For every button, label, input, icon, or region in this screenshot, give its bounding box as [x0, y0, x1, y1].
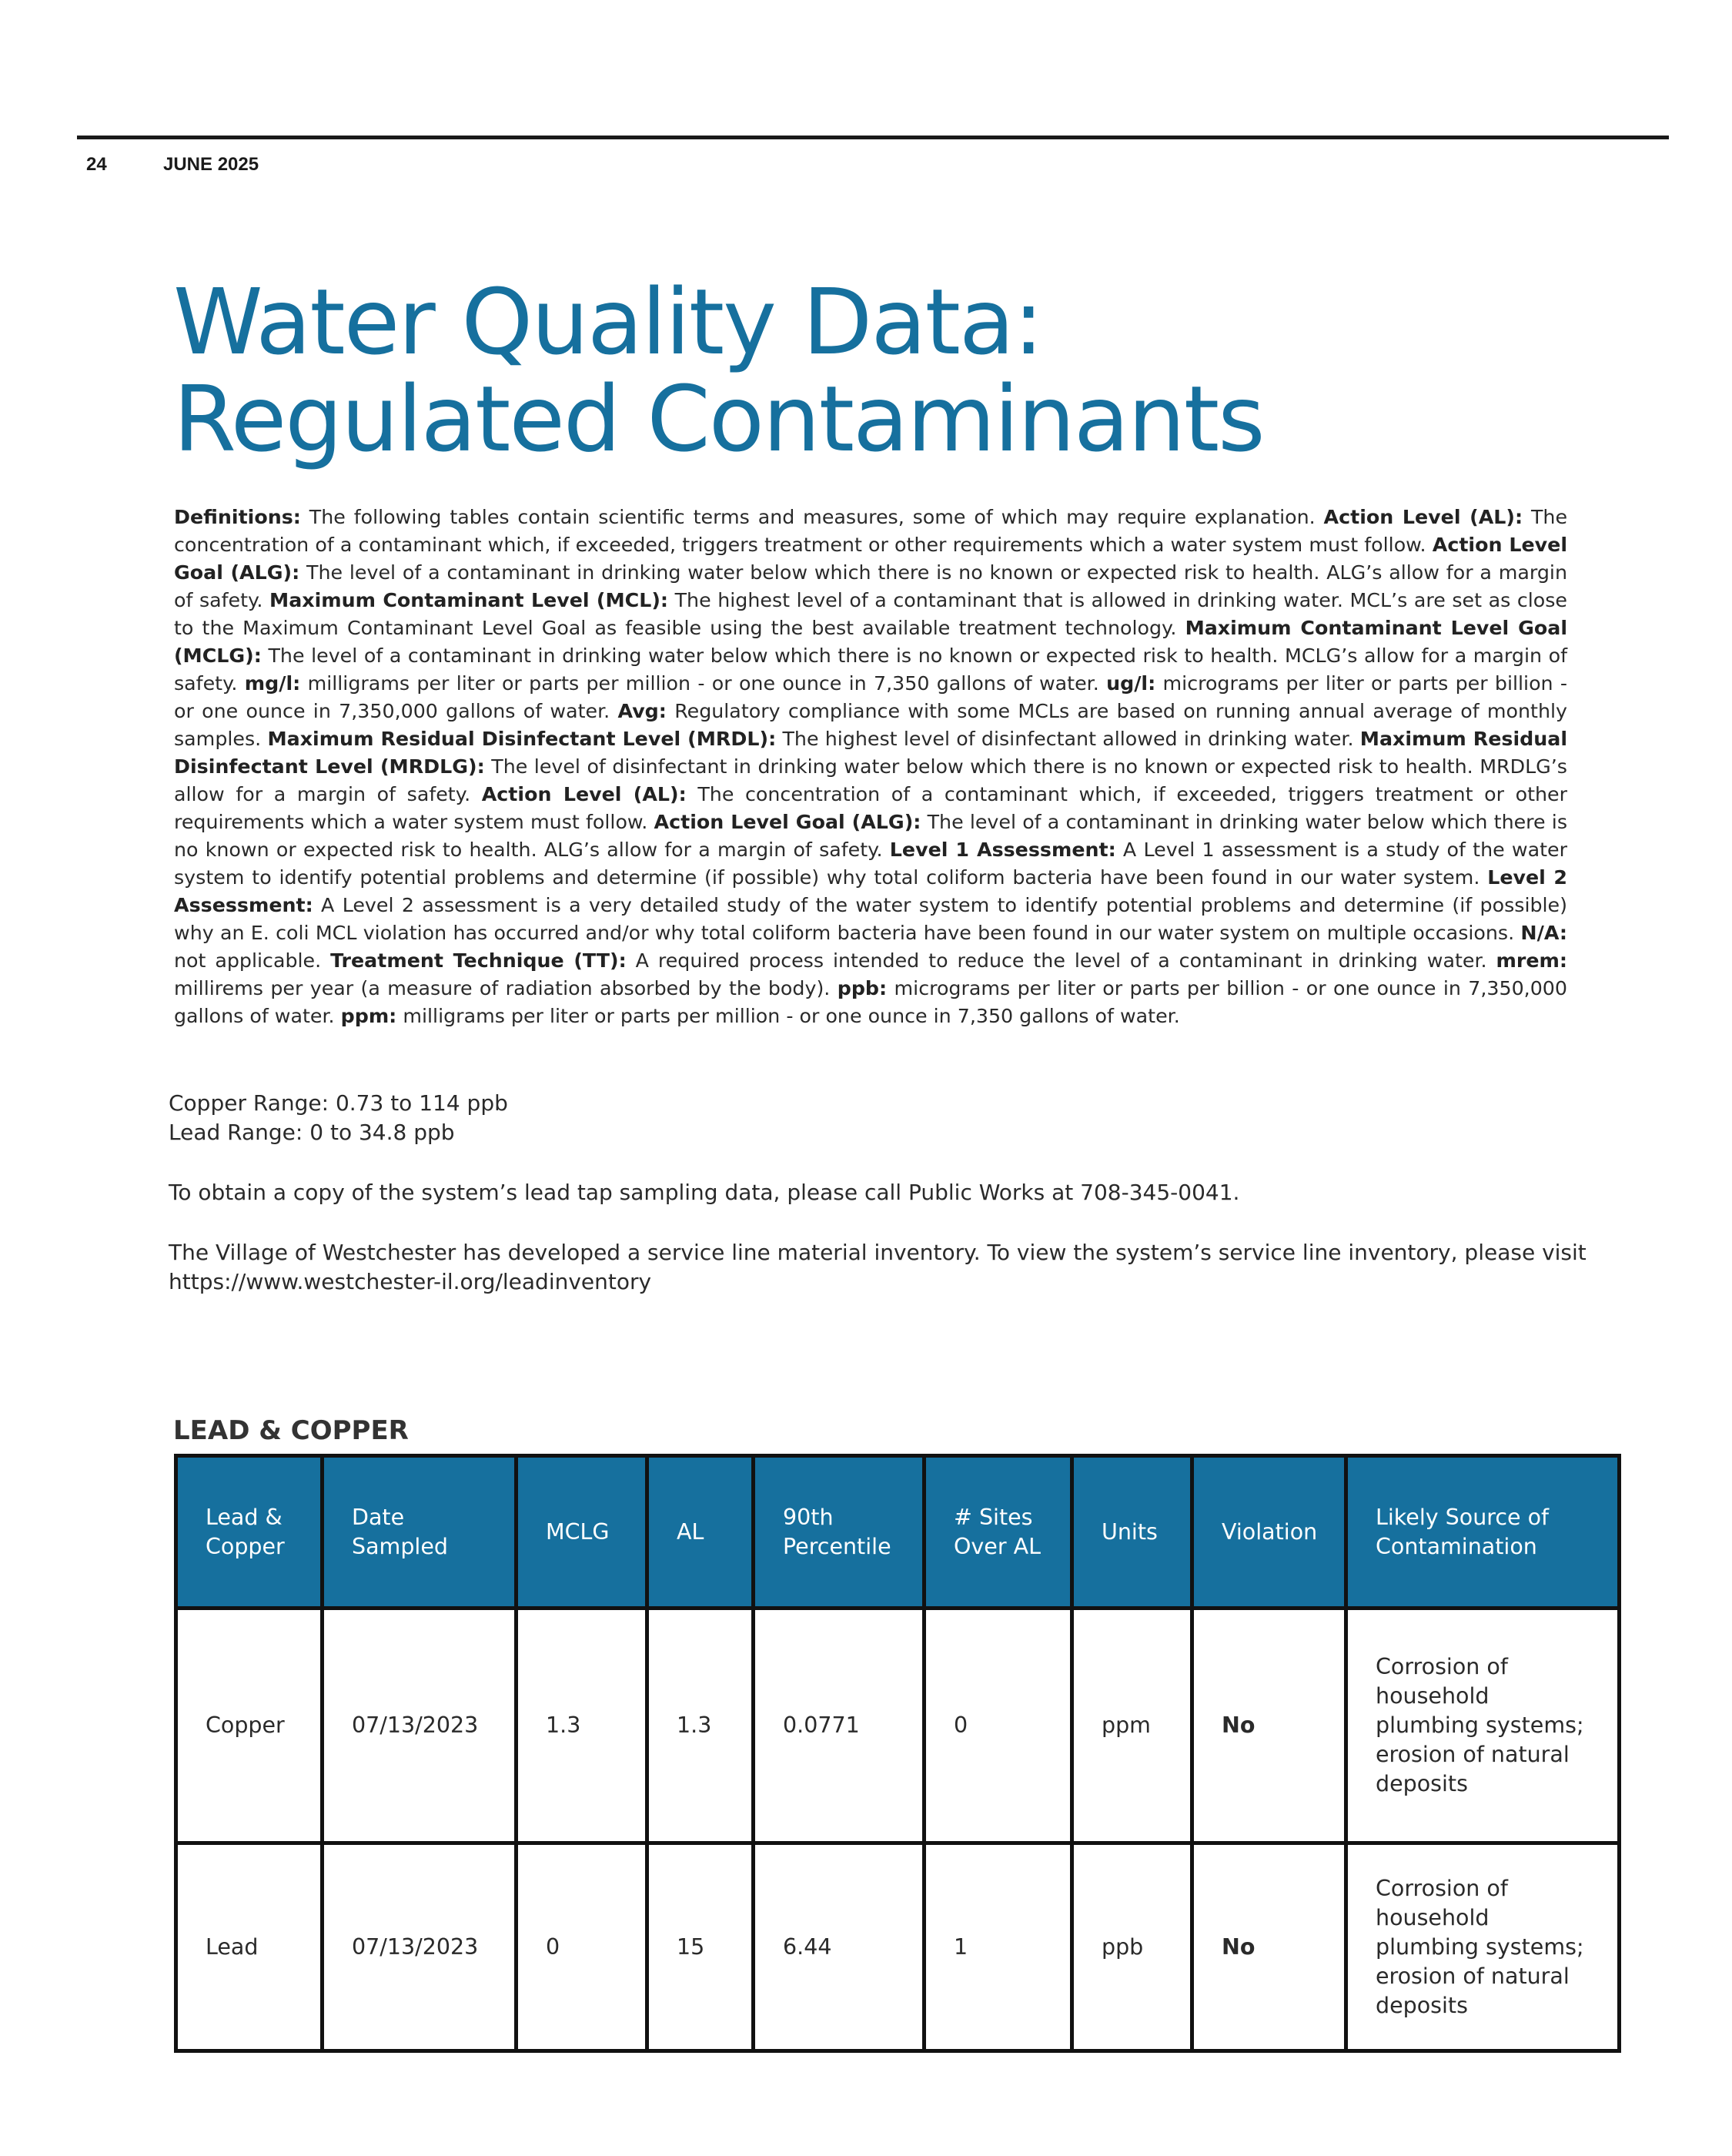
definition-text: The level of a contaminant in drinking water below which there is no known or expected risk to health. ALG’s allow for a margin of safety.	[174, 811, 1567, 861]
definition-term: Action Level Goal (ALG):	[174, 534, 1567, 584]
definition-text: The following tables contain scientific terms and measures, some of which may require explanation.	[300, 506, 1324, 528]
definition-term: ppb:	[837, 977, 888, 999]
definition-text: micrograms per liter or parts per billion - or one ounce in 7,350,000 gallons of water.	[174, 977, 1567, 1027]
top-rule	[77, 136, 1669, 139]
col-header-90th-percentile: 90th Percentile	[754, 1456, 925, 1609]
lead-range: Lead Range: 0 to 34.8 ppb	[169, 1120, 455, 1145]
cell-mclg: 0	[517, 1843, 647, 2051]
col-header-lead-copper: Lead & Copper	[176, 1456, 323, 1609]
definition-term: Action Level (AL):	[481, 783, 687, 805]
col-header-sites-over-al: # Sites Over AL	[925, 1456, 1072, 1609]
definition-term: Maximum Contaminant Level Goal (MCLG):	[174, 617, 1568, 667]
definition-term: N/A:	[1520, 922, 1567, 944]
cell-al: 15	[647, 1843, 754, 2051]
definition-term: Level 2 Assessment:	[174, 866, 1567, 916]
definition-term: Level 1 Assessment:	[889, 839, 1116, 861]
definition-text: A required process intended to reduce the level of a contaminant in drinking water.	[626, 949, 1496, 972]
page-title-line-2: Regulated Contaminants	[173, 366, 1264, 472]
inventory-link[interactable]: https://www.westchester-il.org/leadinventory	[169, 1269, 652, 1294]
definition-term: Action Level (AL):	[1323, 506, 1523, 528]
cell-units: ppb	[1072, 1843, 1192, 2051]
definitions-paragraph	[174, 504, 1567, 1030]
col-header-date-sampled: Date Sampled	[323, 1456, 517, 1609]
definition-text: A Level 1 assessment is a study of the water system to identify potential problems and determine (if possible) why total coliform bacteria have been found in our water system.	[174, 839, 1567, 889]
definition-term: mg/l:	[244, 672, 301, 695]
inventory-note	[169, 1238, 1587, 1297]
cell-date-sampled: 07/13/2023	[323, 1843, 517, 2051]
definition-term: Maximum Contaminant Level (MCL):	[269, 589, 669, 611]
col-header-violation: Violation	[1192, 1456, 1346, 1609]
definition-term: Maximum Residual Disinfectant Level (MRDLG):	[174, 728, 1568, 778]
definition-text: The concentration of a contaminant which, if exceeded, triggers treatment or other requirements which a water system must follow.	[174, 783, 1567, 833]
definition-text: The level of a contaminant in drinking water below which there is no known or expected risk to health. MCLG’s allow for a margin of safety.	[174, 644, 1567, 695]
definition-text: milligrams per liter or parts per million - or one ounce in 7,350 gallons of water.	[396, 1005, 1180, 1027]
definition-text: The level of a contaminant in drinking water below which there is no known or expected risk to health. ALG’s allow for a margin of safety.	[174, 561, 1567, 611]
definition-term: Avg:	[617, 700, 667, 722]
cell-violation: No	[1192, 1843, 1346, 2051]
page-title-line-1: Water Quality Data:	[173, 269, 1042, 375]
definition-text: The concentration of a contaminant which, if exceeded, triggers treatment or other requirements which a water system must follow.	[174, 506, 1568, 556]
page-title	[173, 269, 1264, 472]
definition-term: ug/l:	[1106, 672, 1156, 695]
definition-term: Treatment Technique (TT):	[330, 949, 627, 972]
col-header-units: Units	[1072, 1456, 1192, 1609]
definition-term: Maximum Residual Disinfectant Level (MRDL):	[267, 728, 777, 750]
cell-contaminant: Copper	[176, 1609, 323, 1843]
definition-text: The highest level of a contaminant that is allowed in drinking water. MCL’s are set as close to the Maximum Contaminant Level Goal as feasible using the best available treatment technology.	[174, 589, 1567, 639]
table-header-row	[176, 1456, 1620, 1609]
inventory-note-text: The Village of Westchester has developed a service line material inventory. To view the system’s service line inventory, please visit	[169, 1240, 1587, 1265]
definition-text: The level of disinfectant in drinking water below which there is no known or expected risk to health. MRDLG’s allow for a margin of safety.	[174, 755, 1567, 805]
definition-text: The highest level of disinfectant allowed in drinking water.	[776, 728, 1360, 750]
col-header-al: AL	[647, 1456, 754, 1609]
cell-likely-source: Corrosion of household plumbing systems; erosion of natural deposits	[1346, 1609, 1620, 1843]
cell-al: 1.3	[647, 1609, 754, 1843]
cell-sites-over-al: 1	[925, 1843, 1072, 2051]
contact-note: To obtain a copy of the system’s lead tap sampling data, please call Public Works at 708-345-0041.	[169, 1180, 1240, 1205]
cell-90th-percentile: 6.44	[754, 1843, 925, 2051]
page-number: 24	[86, 154, 107, 175]
cell-date-sampled: 07/13/2023	[323, 1609, 517, 1843]
definition-term: Action Level Goal (ALG):	[654, 811, 921, 833]
definition-term: Definitions:	[174, 506, 301, 528]
cell-90th-percentile: 0.0771	[754, 1609, 925, 1843]
definition-term: mrem:	[1496, 949, 1567, 972]
definition-text: milligrams per liter or parts per million - or one ounce in 7,350 gallons of water.	[300, 672, 1107, 695]
definition-text: micrograms per liter or parts per billion - or one ounce in 7,350,000 gallons of water.	[174, 672, 1568, 722]
table-row-copper	[176, 1609, 1620, 1843]
definition-text: millirems per year (a measure of radiation absorbed by the body).	[174, 977, 838, 999]
cell-likely-source: Corrosion of household plumbing systems; erosion of natural deposits	[1346, 1843, 1620, 2051]
definition-text: A Level 2 assessment is a very detailed study of the water system to identify potential problems and determine (if possible) why an E. coli MCL violation has occurred and/or why total coliform bacteria have been found in our water system on multiple occasions.	[174, 894, 1567, 944]
definition-text: not applicable.	[174, 949, 331, 972]
cell-contaminant: Lead	[176, 1843, 323, 2051]
lead-copper-table	[174, 1454, 1621, 2053]
definition-term: ppm:	[340, 1005, 397, 1027]
cell-sites-over-al: 0	[925, 1609, 1072, 1843]
col-header-likely-source: Likely Source of Contamination	[1346, 1456, 1620, 1609]
copper-range: Copper Range: 0.73 to 114 ppb	[169, 1090, 508, 1116]
col-header-mclg: MCLG	[517, 1456, 647, 1609]
cell-violation: No	[1192, 1609, 1346, 1843]
definition-text: Regulatory compliance with some MCLs are based on running annual average of monthly samples.	[174, 700, 1567, 750]
cell-units: ppm	[1072, 1609, 1192, 1843]
issue-date: JUNE 2025	[163, 154, 259, 175]
cell-mclg: 1.3	[517, 1609, 647, 1843]
table-row-lead	[176, 1843, 1620, 2051]
table-caption: LEAD & COPPER	[173, 1415, 409, 1446]
ranges-block	[169, 1089, 508, 1147]
